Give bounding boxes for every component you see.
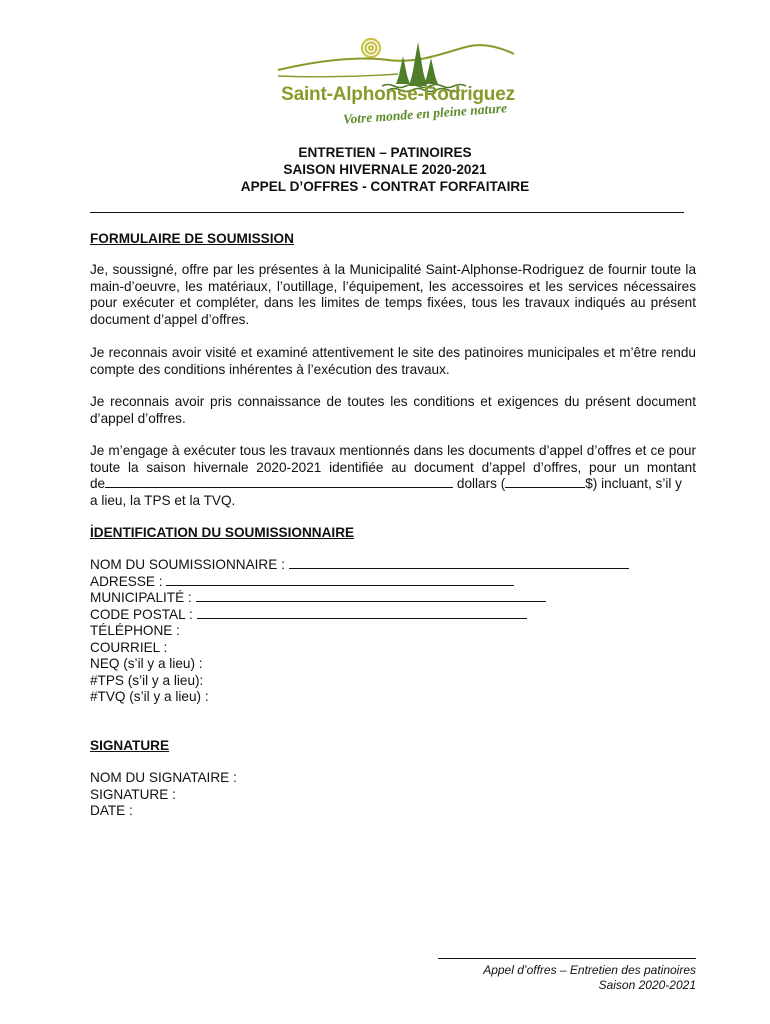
commitment-line-3 — [90, 476, 696, 493]
commitment-line-4: a lieu, la TPS et la TVQ. — [90, 492, 236, 508]
pine-trees-icon — [396, 42, 438, 86]
label-dollars: dollars ( — [453, 476, 506, 491]
nom-input[interactable] — [289, 557, 629, 569]
mountain-line — [278, 45, 514, 70]
title-line-3: APPEL D’OFFRES - CONTRAT FORFAITAIRE — [240, 179, 530, 194]
field-nom-soumissionnaire — [90, 557, 629, 574]
heading-formulaire: FORMULAIRE DE SOUMISSION — [90, 231, 294, 246]
field-code-postal — [90, 607, 629, 624]
field-municipalite — [90, 590, 629, 607]
logo-name: Saint-Alphonse-Rodriguez — [281, 84, 515, 105]
adresse-input[interactable] — [166, 574, 514, 586]
municipalite-input[interactable] — [196, 590, 546, 602]
page-footer — [438, 958, 696, 993]
signature-fields — [90, 770, 237, 820]
code-postal-input[interactable] — [197, 607, 527, 619]
field-nom-signataire: NOM DU SIGNATAIRE : — [90, 770, 237, 785]
field-date: DATE : — [90, 803, 133, 818]
label-adresse: ADRESSE : — [90, 573, 167, 589]
field-adresse — [90, 574, 629, 591]
identification-fields — [90, 557, 629, 706]
field-courriel: COURRIEL : — [90, 639, 168, 655]
title-line-1: ENTRETIEN – PATINOIRES — [298, 145, 472, 160]
field-tvq: #TVQ (s’il y a lieu) : — [90, 689, 209, 704]
field-neq: NEQ (s’il y a lieu) : — [90, 656, 203, 671]
municipality-logo — [270, 34, 520, 134]
title-line-2: SAISON HIVERNALE 2020-2021 — [283, 162, 487, 177]
footer-line-2: Saison 2020-2021 — [598, 978, 696, 992]
label-de: de — [90, 476, 106, 491]
field-telephone: TÉLÉPHONE : — [90, 623, 180, 638]
stray-dot: . — [90, 514, 94, 529]
field-tps: #TPS (s’il y a lieu): — [90, 672, 204, 688]
commitment-line-2: toute la saison hivernale 2020-2021 identifiée au document d’appel d’offres, pour un montant — [90, 459, 696, 475]
title-divider — [90, 212, 684, 213]
label-code-postal: CODE POSTAL : — [90, 606, 197, 622]
label-incluant: $) incluant, s’il y — [585, 476, 682, 491]
field-signature: SIGNATURE : — [90, 786, 176, 802]
sun-spiral-icon — [362, 39, 380, 57]
amount-words-field[interactable] — [105, 476, 453, 488]
footer-line-1: Appel d’offres – Entretien des patinoires — [483, 963, 696, 977]
paragraph-conditions: Je reconnais avoir pris connaissance de toutes les conditions et exigences du présent document d’appel d’offres. — [90, 394, 696, 426]
label-municipalite: MUNICIPALITÉ : — [90, 590, 196, 605]
amount-number-field[interactable] — [505, 476, 585, 488]
paragraph-commitment — [90, 443, 696, 509]
commitment-line-1: Je m’engage à exécuter tous les travaux mentionnés dans les documents d’appel d’offres et ce pour — [90, 443, 696, 458]
label-nom: NOM DU SOUMISSIONNAIRE : — [90, 557, 289, 572]
logo-slogan: Votre monde en pleine nature — [342, 100, 508, 127]
heading-signature: SIGNATURE — [90, 738, 170, 753]
paragraph-site-visit: Je reconnais avoir visité et examiné attentivement le site des patinoires municipales et m’être rendu compte des conditions inhérentes à l’exécution des travaux. — [90, 345, 696, 377]
heading-identification: IDENTIFICATION DU SOUMISSIONNAIRE — [90, 525, 355, 540]
document-title — [0, 144, 770, 195]
paragraph-offer: Je, soussigné, offre par les présentes à la Municipalité Saint-Alphonse-Rodriguez de fournir toute la main-d’oeuvre, les matériaux, l’outillage, l’équipement, les accessoires et les services nécessaires pour exécuter et compléter, dans les limites de temps fixées, tous les travaux indiqués au présent document d’appel d’offres. — [90, 262, 696, 327]
